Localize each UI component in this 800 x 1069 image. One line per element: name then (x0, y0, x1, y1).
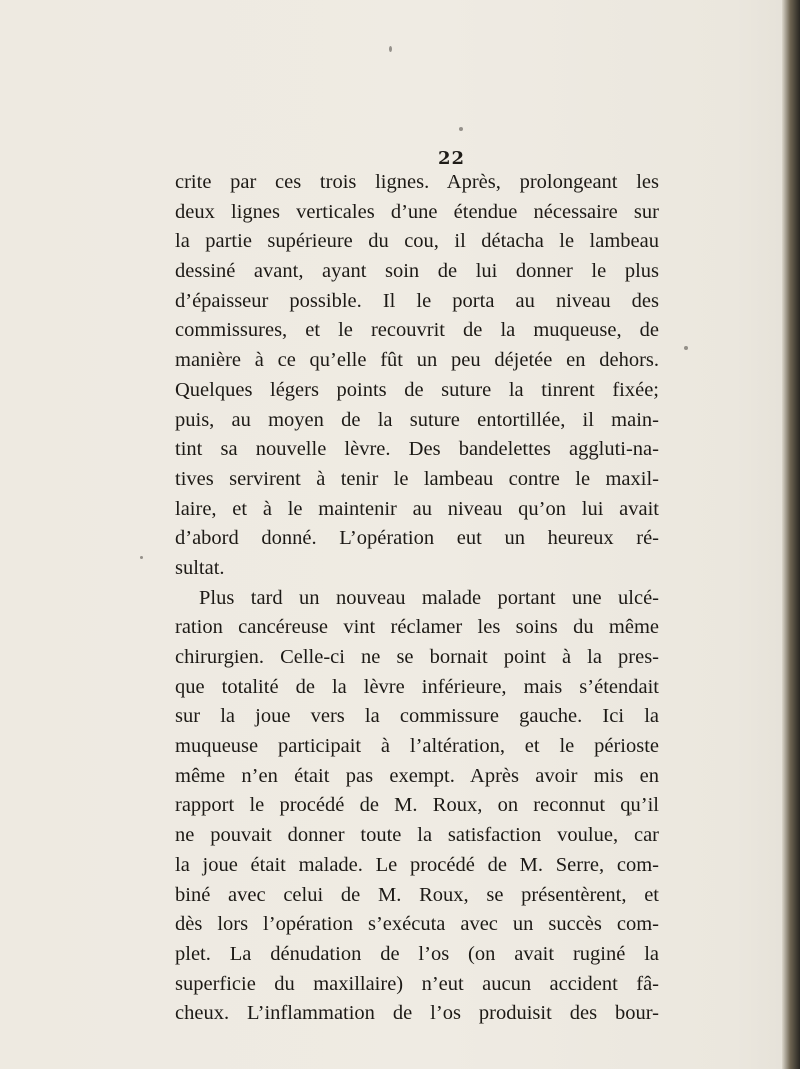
text-line: tives servirent à tenir le lambeau contre le maxil- (175, 467, 659, 490)
text-line: deux lignes verticales d’une étendue nécessaire sur (175, 200, 659, 223)
text-line: crite par ces trois lignes. Après, prolongeant les (175, 171, 659, 193)
text-line: cheux. L’inflammation de l’os produisit des bour- (175, 1002, 659, 1025)
text-line: dès lors l’opération s’exécuta avec un succès com- (175, 913, 659, 936)
text-line: d’abord donné. L’opération eut un heureux ré- (175, 527, 659, 550)
text-line: Quelques légers points de suture la tinrent fixée; (175, 378, 659, 401)
text-line: manière à ce qu’elle fût un peu déjetée en dehors. (175, 349, 659, 372)
body-text (175, 168, 659, 1029)
paper-speck (684, 346, 688, 350)
text-line: tint sa nouvelle lèvre. Des bandelettes aggluti-na- (175, 438, 659, 461)
text-line: laire, et à le maintenir au niveau qu’on lui avait (175, 497, 659, 520)
text-line: rapport le procédé de M. Roux, on reconnut qu’il (175, 794, 659, 817)
text-line: superficie du maxillaire) n’eut aucun accident fâ- (175, 972, 659, 995)
text-line: la partie supérieure du cou, il détacha le lambeau (175, 230, 659, 253)
text-line: plet. La dénudation de l’os (on avait ruginé la (175, 942, 659, 965)
paper-speck (459, 127, 463, 131)
text-line: puis, au moyen de la suture entortillée, il main- (175, 408, 659, 431)
text-line: ration cancéreuse vint réclamer les soins du même (175, 616, 659, 639)
paper-speck (389, 46, 392, 52)
paragraph-first-line: Plus tard un nouveau malade portant une ulcé- (199, 586, 659, 609)
text-line: la joue était malade. Le procédé de M. Serre, com- (175, 853, 659, 876)
text-line: que totalité de la lèvre inférieure, mais s’étendait (175, 675, 659, 698)
page-edge-shadow (782, 0, 800, 1069)
paper-speck (140, 556, 143, 559)
text-line: dessiné avant, ayant soin de lui donner le plus (175, 260, 659, 283)
text-line: muqueuse participait à l’altération, et le périoste (175, 735, 659, 758)
text-line: biné avec celui de M. Roux, se présentèrent, et (175, 883, 659, 906)
text-line: ne pouvait donner toute la satisfaction voulue, car (175, 824, 659, 847)
page-number: 22 (438, 148, 466, 169)
text-line: sur la joue vers la commissure gauche. Ici la (175, 705, 659, 728)
text-line: commissures, et le recouvrit de la muqueuse, de (175, 319, 659, 342)
text-line: même n’en était pas exempt. Après avoir mis en (175, 764, 659, 787)
text-line: sultat. (175, 556, 225, 579)
text-line: d’épaisseur possible. Il le porta au niveau des (175, 289, 659, 312)
text-line: chirurgien. Celle-ci ne se bornait point à la pres- (175, 646, 659, 668)
